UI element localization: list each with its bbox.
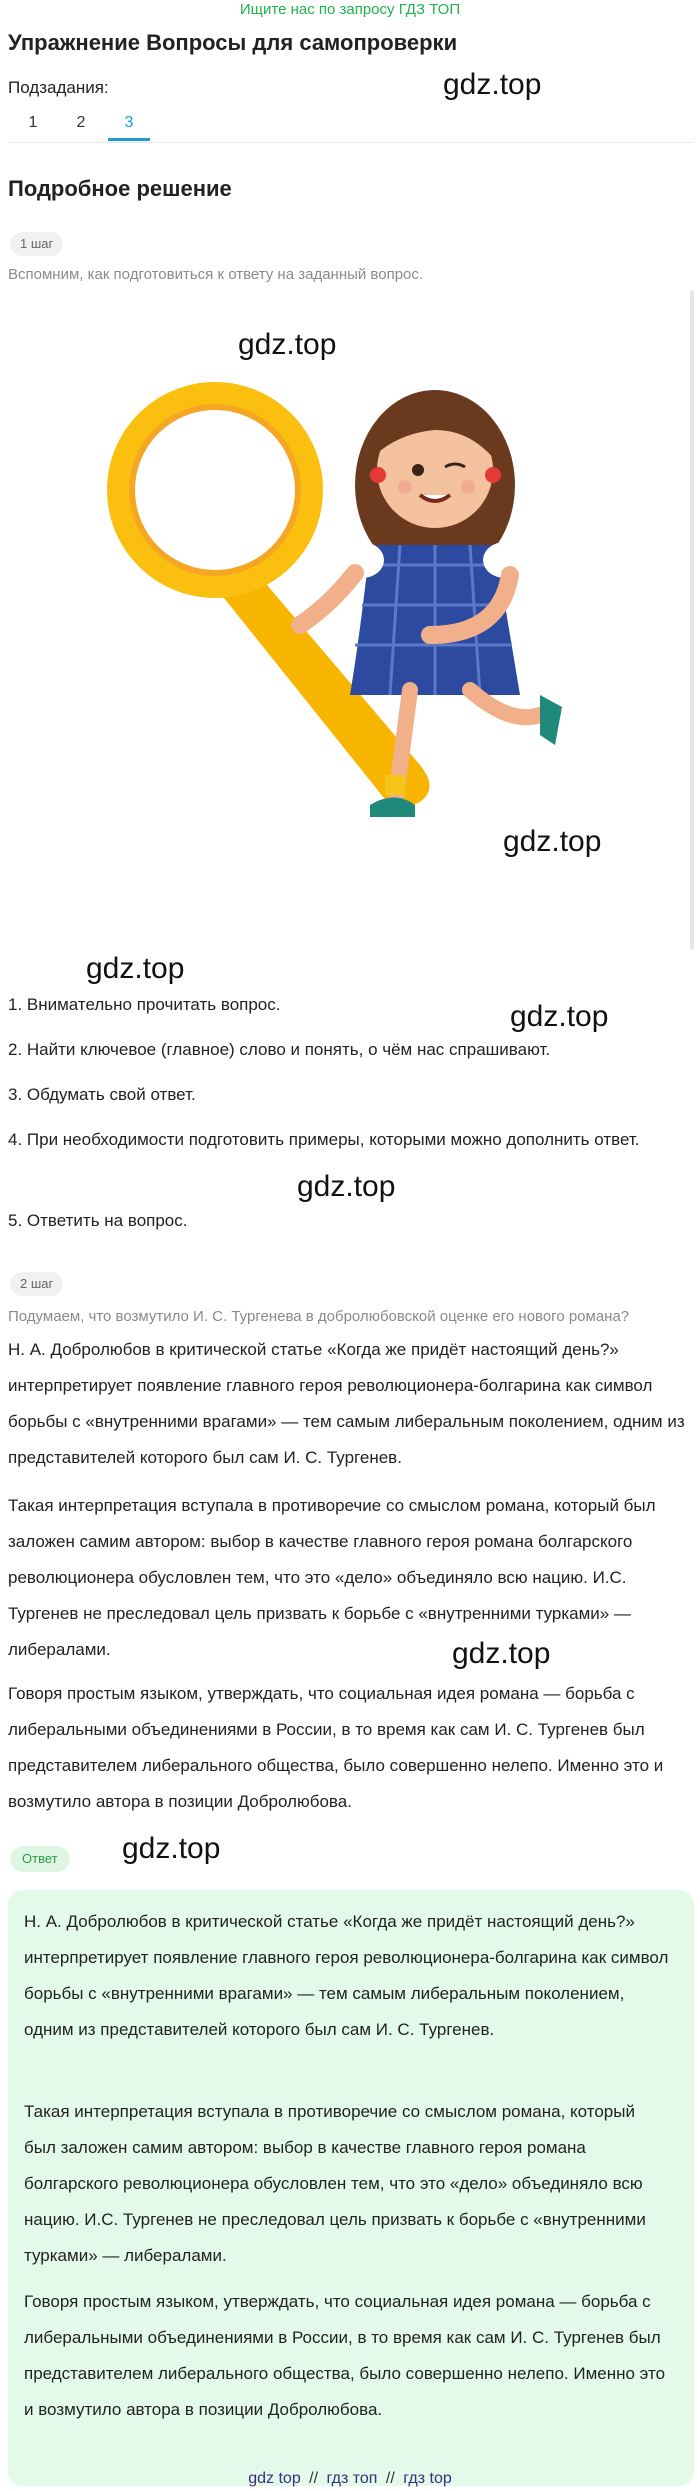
- answer-paragraph-1: Н. А. Добролюбов в критической статье «Когда же придёт настоящий день?» интерпретирует появление главного героя революционера-болгарина как символ борьбы с «внутренними врагами» — тем самым либеральным поколением, одним из представителей которого был сам И. С. Тургенев.: [24, 1912, 669, 2039]
- footer-links: [0, 2470, 700, 2488]
- tab-1[interactable]: 1: [28, 114, 38, 131]
- watermark-5: gdz.top: [510, 1000, 609, 1033]
- step-2-paragraph-2: Такая интерпретация вступала в противоречие со смыслом романа, который был заложен самим автором: выбор в качестве главного героя романа болгарского революционера обусловлен тем, что это «дело» объединяло всю нацию. И.С. Тургенев не преследовал цель призвать к борьбе с «внутренними турками» — либералами.: [8, 1496, 656, 1659]
- page-title: Упражнение Вопросы для самопроверки: [8, 30, 458, 55]
- step-1-badge: 1 шаг: [10, 232, 63, 256]
- footer-link-3[interactable]: гдз top: [403, 2470, 452, 2487]
- tab-2[interactable]: 2: [76, 114, 86, 131]
- step-1-item-2: 2. Найти ключевое (главное) слово и понять, о чём нас спрашивают.: [8, 1040, 551, 1059]
- step-2-paragraph-1: Н. А. Добролюбов в критической статье «Когда же придёт настоящий день?» интерпретирует появление главного героя революционера-болгарина как символ борьбы с «внутренними врагами» — тем самым либеральным поколением, одним из представителей которого был сам И. С. Тургенев.: [8, 1340, 685, 1467]
- subtask-tabs: [8, 104, 694, 143]
- watermark-6: gdz.top: [297, 1170, 396, 1203]
- subtasks-label: Подзадания:: [8, 78, 109, 97]
- step-1-item-1: 1. Внимательно прочитать вопрос.: [8, 995, 281, 1014]
- solution-title: Подробное решение: [8, 176, 232, 201]
- step-1-intro: Вспомним, как подготовиться к ответу на заданный вопрос.: [8, 266, 424, 283]
- girl-with-magnifier-illustration: [100, 335, 600, 875]
- footer-separator: //: [309, 2470, 319, 2487]
- watermark-1: gdz.top: [443, 68, 542, 101]
- footer-separator: //: [385, 2470, 395, 2487]
- step-2-badge: 2 шаг: [10, 1272, 63, 1296]
- girl-figure: [300, 390, 562, 817]
- footer-link-2[interactable]: гдз топ: [326, 2470, 378, 2487]
- top-banner[interactable]: Ищите нас по запросу ГДЗ ТОП: [239, 1, 461, 18]
- answer-badge: Ответ: [10, 1846, 70, 1872]
- step-1-item-5: 5. Ответить на вопрос.: [8, 1211, 188, 1230]
- step-2-paragraph-3: Говоря простым языком, утверждать, что социальная идея романа — борьба с либеральными объединениями в России, в то время как сам И. С. Тургенев был представителем либерального общества, было совершенно нелепо. Именно это и возмутило автора в позиции Добролюбова.: [8, 1684, 664, 1811]
- tab-3[interactable]: 3: [108, 108, 150, 141]
- footer-link-1[interactable]: gdz top: [248, 2470, 301, 2487]
- watermark-7: gdz.top: [452, 1637, 551, 1670]
- step-1-item-4: 4. При необходимости подготовить примеры, которыми можно дополнить ответ.: [8, 1130, 640, 1149]
- watermark-8: gdz.top: [122, 1832, 221, 1865]
- answer-paragraph-2: Такая интерпретация вступала в противоречие со смыслом романа, который был заложен самим автором: выбор в качестве главного героя романа болгарского революционера обусловлен тем, что это «дело» объединяло всю нацию. И.С. Тургенев не преследовал цель призвать к борьбе с «внутренними турками» — либералами.: [24, 2102, 646, 2265]
- step-2-question: Подумаем, что возмутило И. С. Тургенева в добролюбовской оценке его нового романа?: [8, 1308, 630, 1325]
- watermark-2: gdz.top: [238, 328, 337, 361]
- step-1-item-3: 3. Обдумать свой ответ.: [8, 1085, 196, 1104]
- watermark-3: gdz.top: [503, 825, 602, 858]
- illustration-scrollbar[interactable]: [690, 290, 694, 950]
- answer-paragraph-3: Говоря простым языком, утверждать, что социальная идея романа — борьба с либеральными объединениями в России, в то время как сам И. С. Тургенев был представителем либерального общества, было совершенно нелепо. Именно это и возмутило автора в позиции Добролюбова.: [24, 2292, 666, 2419]
- watermark-4: gdz.top: [86, 952, 185, 985]
